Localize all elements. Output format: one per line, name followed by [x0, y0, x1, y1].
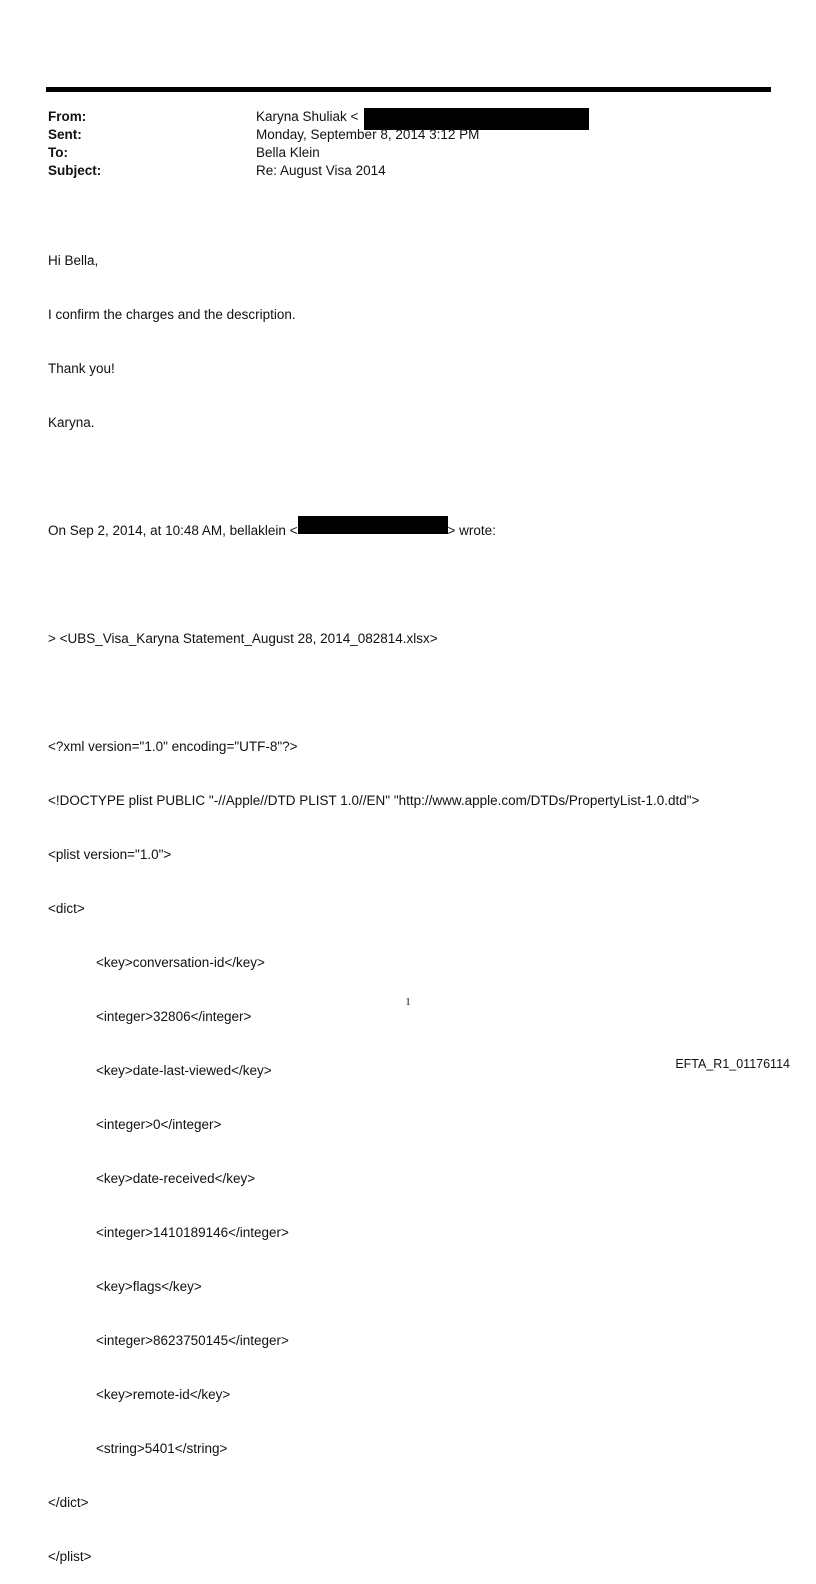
header-rule	[46, 87, 771, 92]
page-number: 1	[405, 996, 411, 1008]
xml-line: <key>date-received</key>	[96, 1171, 256, 1186]
xml-line: <key>remote-id</key>	[96, 1387, 231, 1402]
quote-intro-after: > wrote:	[447, 523, 496, 538]
document-id: EFTA_R1_01176114	[675, 1057, 790, 1071]
sent-label: Sent:	[48, 127, 82, 142]
from-value: Karyna Shuliak <	[256, 109, 359, 124]
xml-line: <dict>	[48, 901, 85, 916]
xml-line: <string>5401</string>	[96, 1441, 228, 1456]
body-line-2: Thank you!	[48, 361, 115, 376]
xml-line: <?xml version="1.0" encoding="UTF-8"?>	[48, 739, 298, 754]
to-value: Bella Klein	[256, 145, 320, 160]
attachment-line: > <UBS_Visa_Karyna Statement_August 28, 2014_082814.xlsx>	[48, 631, 438, 646]
xml-line: </dict>	[48, 1495, 89, 1510]
to-label: To:	[48, 145, 68, 160]
redaction-block	[298, 516, 448, 534]
xml-line: </plist>	[48, 1549, 92, 1564]
quote-intro-before: On Sep 2, 2014, at 10:48 AM, bellaklein <	[48, 523, 298, 538]
greeting: Hi Bella,	[48, 253, 99, 268]
xml-line: <key>date-last-viewed</key>	[96, 1063, 272, 1078]
xml-line: <key>flags</key>	[96, 1279, 202, 1294]
xml-line: <key>conversation-id</key>	[96, 955, 265, 970]
xml-line: <integer>32806</integer>	[96, 1009, 252, 1024]
email-body	[48, 216, 699, 1584]
subject-value: Re: August Visa 2014	[256, 163, 386, 178]
xml-line: <plist version="1.0">	[48, 847, 172, 862]
from-label: From:	[48, 109, 87, 124]
signature: Karyna.	[48, 415, 95, 430]
xml-line: <integer>1410189146</integer>	[96, 1225, 289, 1240]
body-line-1: I confirm the charges and the description.	[48, 307, 296, 322]
xml-line: <!DOCTYPE plist PUBLIC "-//Apple//DTD PLIST 1.0//EN" "http://www.apple.com/DTDs/PropertyList-1.0.dtd">	[48, 793, 700, 808]
xml-line: <integer>0</integer>	[96, 1117, 222, 1132]
subject-label: Subject:	[48, 163, 102, 178]
sent-value: Monday, September 8, 2014 3:12 PM	[256, 127, 480, 142]
xml-line: <integer>8623750145</integer>	[96, 1333, 289, 1348]
quote-intro	[48, 522, 699, 540]
